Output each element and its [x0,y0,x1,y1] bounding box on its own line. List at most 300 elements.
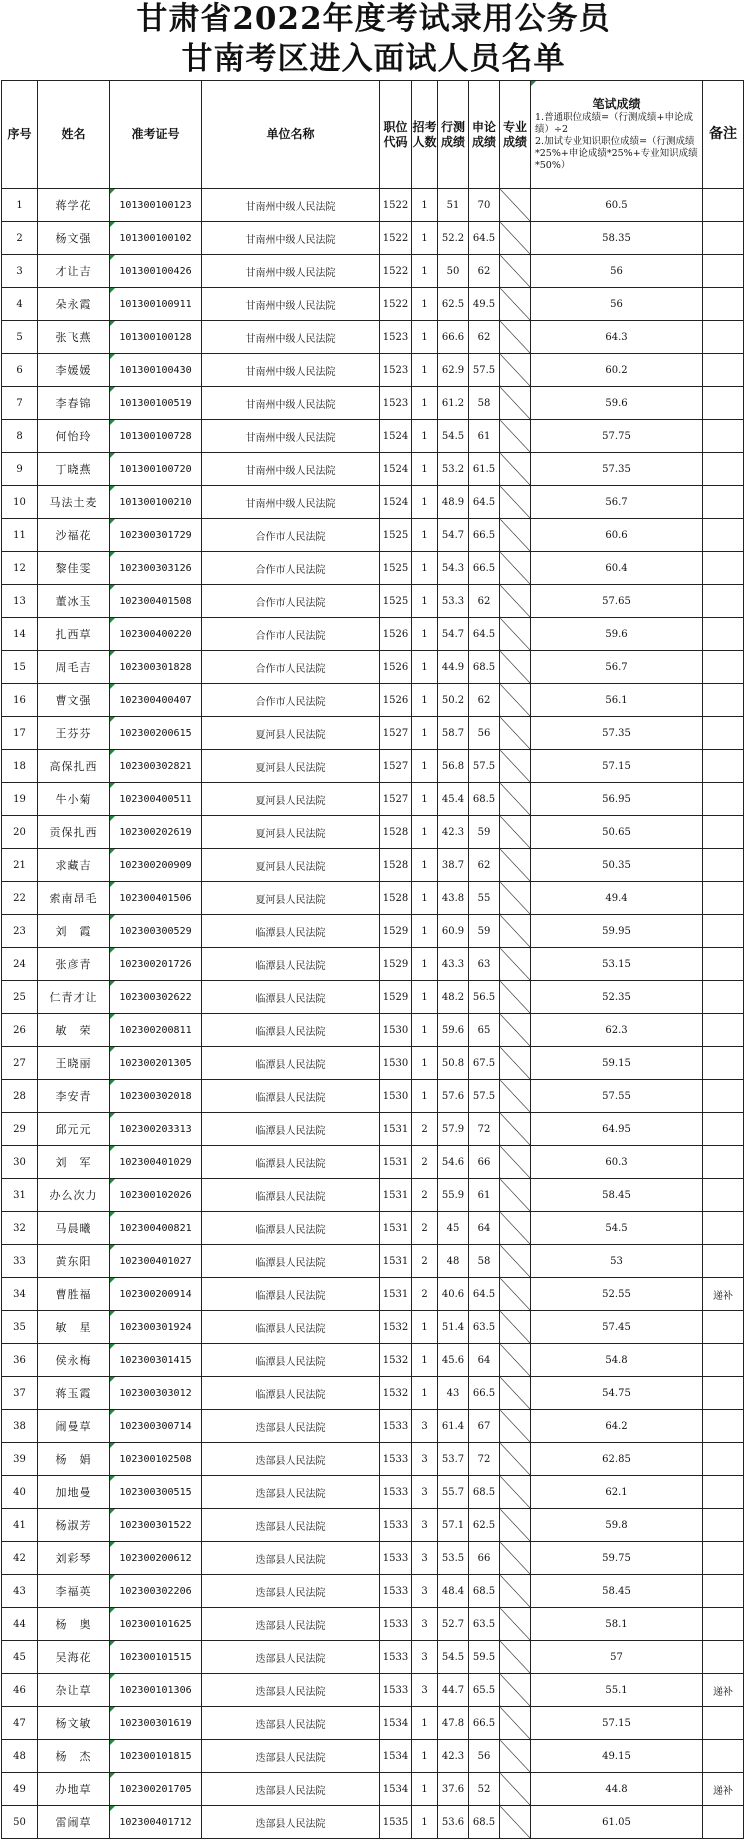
cell-exam-no: 102300302206 [110,1575,202,1608]
cell-pos-code: 1529 [380,948,412,981]
cell-quota: 2 [412,1113,438,1146]
cell-unit: 临潭县人民法院 [202,1344,380,1377]
cell-exam-no: 102300301729 [110,519,202,552]
cell-major [500,1080,531,1113]
cell-name: 牛小菊 [38,783,110,816]
cell-quota: 1 [412,1740,438,1773]
cell-seq: 18 [2,750,38,783]
cell-name: 雷闹草 [38,1806,110,1839]
cell-xingce: 45 [438,1212,469,1245]
cell-unit: 甘南州中级人民法院 [202,354,380,387]
cell-seq: 4 [2,288,38,321]
header-xingce: 行测成绩 [438,81,469,189]
cell-remark [703,1509,744,1542]
table-row [2,651,744,684]
cell-seq: 35 [2,1311,38,1344]
cell-shenlun: 65.5 [469,1674,500,1707]
cell-unit: 夏河县人民法院 [202,783,380,816]
cell-exam-no: 101300100720 [110,453,202,486]
cell-major [500,453,531,486]
cell-seq: 25 [2,981,38,1014]
cell-unit: 夏河县人民法院 [202,717,380,750]
cell-remark [703,1377,744,1410]
cell-exam-no: 101300100102 [110,222,202,255]
cell-written: 59.6 [531,618,703,651]
cell-shenlun: 64.5 [469,486,500,519]
cell-exam-no: 102300300529 [110,915,202,948]
cell-unit: 夏河县人民法院 [202,849,380,882]
cell-xingce: 43.3 [438,948,469,981]
cell-written: 56.7 [531,651,703,684]
cell-exam-no: 102300302821 [110,750,202,783]
cell-quota: 1 [412,585,438,618]
cell-pos-code: 1532 [380,1311,412,1344]
cell-quota: 3 [412,1476,438,1509]
cell-quota: 1 [412,1014,438,1047]
header-major: 专业成绩 [500,81,531,189]
cell-quota: 3 [412,1674,438,1707]
cell-written: 57.55 [531,1080,703,1113]
cell-remark [703,1146,744,1179]
cell-xingce: 53.6 [438,1806,469,1839]
cell-name: 李安青 [38,1080,110,1113]
cell-shenlun: 67 [469,1410,500,1443]
cell-remark [703,255,744,288]
cell-shenlun: 62 [469,321,500,354]
cell-shenlun: 57.5 [469,354,500,387]
cell-written: 62.3 [531,1014,703,1047]
cell-exam-no: 102300200811 [110,1014,202,1047]
cell-major [500,1179,531,1212]
cell-exam-no: 102300201726 [110,948,202,981]
cell-major [500,1146,531,1179]
cell-shenlun: 62 [469,585,500,618]
cell-xingce: 48.9 [438,486,469,519]
cell-name: 刘 军 [38,1146,110,1179]
cell-written: 56.1 [531,684,703,717]
cell-exam-no: 102300401712 [110,1806,202,1839]
cell-exam-no: 102300201705 [110,1773,202,1806]
cell-remark: 递补 [703,1674,744,1707]
cell-xingce: 43.8 [438,882,469,915]
cell-xingce: 45.4 [438,783,469,816]
cell-major [500,321,531,354]
cell-name: 贡保扎西 [38,816,110,849]
cell-name: 黄东阳 [38,1245,110,1278]
cell-seq: 50 [2,1806,38,1839]
cell-shenlun: 66 [469,1542,500,1575]
cell-pos-code: 1535 [380,1806,412,1839]
cell-exam-no: 102300401029 [110,1146,202,1179]
cell-unit: 临潭县人民法院 [202,915,380,948]
cell-name: 朵永霞 [38,288,110,321]
table-row [2,222,744,255]
cell-quota: 2 [412,1245,438,1278]
cell-exam-no: 102300400821 [110,1212,202,1245]
table-row [2,1344,744,1377]
cell-seq: 15 [2,651,38,684]
cell-name: 曹胜福 [38,1278,110,1311]
cell-shenlun: 58 [469,387,500,420]
cell-seq: 40 [2,1476,38,1509]
cell-written: 56 [531,255,703,288]
header-quota: 招考人数 [412,81,438,189]
cell-quota: 1 [412,486,438,519]
cell-pos-code: 1532 [380,1377,412,1410]
cell-xingce: 55.9 [438,1179,469,1212]
cell-exam-no: 101300100128 [110,321,202,354]
written-formula-note: 1.普通职位成绩=（行测成绩+申论成绩）÷2 2.加试专业知识职位成绩=（行测成绩*25%+申论成绩*25%+专业知识成绩*50%） [535,112,698,171]
cell-pos-code: 1534 [380,1740,412,1773]
cell-quota: 1 [412,1773,438,1806]
cell-name: 吴海花 [38,1641,110,1674]
cell-shenlun: 58 [469,1245,500,1278]
cell-shenlun: 66 [469,1146,500,1179]
cell-name: 黎佳雯 [38,552,110,585]
cell-seq: 21 [2,849,38,882]
cell-written: 53.15 [531,948,703,981]
cell-major [500,519,531,552]
cell-xingce: 42.3 [438,1740,469,1773]
cell-exam-no: 102300102026 [110,1179,202,1212]
cell-xingce: 50.8 [438,1047,469,1080]
cell-pos-code: 1534 [380,1707,412,1740]
cell-major [500,1806,531,1839]
cell-remark [703,1212,744,1245]
cell-unit: 甘南州中级人民法院 [202,288,380,321]
table-row [2,1014,744,1047]
cell-seq: 42 [2,1542,38,1575]
cell-shenlun: 68.5 [469,1575,500,1608]
cell-unit: 甘南州中级人民法院 [202,222,380,255]
cell-major [500,288,531,321]
cell-seq: 45 [2,1641,38,1674]
cell-remark [703,519,744,552]
cell-name: 加地曼 [38,1476,110,1509]
cell-quota: 3 [412,1608,438,1641]
cell-quota: 3 [412,1641,438,1674]
table-row [2,981,744,1014]
cell-unit: 临潭县人民法院 [202,1245,380,1278]
cell-seq: 5 [2,321,38,354]
cell-quota: 2 [412,1278,438,1311]
cell-xingce: 44.7 [438,1674,469,1707]
cell-pos-code: 1523 [380,354,412,387]
cell-quota: 1 [412,750,438,783]
cell-exam-no: 102300301619 [110,1707,202,1740]
cell-exam-no: 102300301828 [110,651,202,684]
cell-major [500,750,531,783]
cell-written: 57.15 [531,1707,703,1740]
cell-major [500,783,531,816]
cell-shenlun: 56 [469,717,500,750]
cell-remark: 递补 [703,1278,744,1311]
cell-seq: 22 [2,882,38,915]
cell-quota: 1 [412,849,438,882]
cell-major [500,1542,531,1575]
cell-exam-no: 102300301522 [110,1509,202,1542]
cell-remark [703,882,744,915]
cell-pos-code: 1530 [380,1014,412,1047]
cell-unit: 迭部县人民法院 [202,1806,380,1839]
cell-major [500,1773,531,1806]
table-row [2,618,744,651]
cell-xingce: 57.6 [438,1080,469,1113]
cell-remark [703,354,744,387]
cell-exam-no: 102300401027 [110,1245,202,1278]
cell-pos-code: 1526 [380,651,412,684]
cell-name: 杨 奥 [38,1608,110,1641]
cell-unit: 合作市人民法院 [202,618,380,651]
cell-xingce: 54.5 [438,1641,469,1674]
cell-pos-code: 1529 [380,981,412,1014]
cell-exam-no: 102300102508 [110,1443,202,1476]
cell-name: 杨文强 [38,222,110,255]
cell-exam-no: 102300302018 [110,1080,202,1113]
cell-major [500,486,531,519]
table-row [2,1674,744,1707]
cell-unit: 临潭县人民法院 [202,1311,380,1344]
cell-quota: 2 [412,1212,438,1245]
cell-quota: 3 [412,1575,438,1608]
cell-xingce: 48 [438,1245,469,1278]
cell-remark [703,387,744,420]
cell-remark [703,486,744,519]
cell-xingce: 53.3 [438,585,469,618]
cell-written: 59.95 [531,915,703,948]
cell-major [500,1509,531,1542]
cell-remark [703,552,744,585]
table-row [2,717,744,750]
table-row [2,1113,744,1146]
cell-exam-no: 102300200615 [110,717,202,750]
header-remark: 备注 [703,81,744,189]
cell-quota: 1 [412,816,438,849]
cell-unit: 夏河县人民法院 [202,816,380,849]
cell-pos-code: 1534 [380,1773,412,1806]
table-row [2,1806,744,1839]
cell-exam-no: 101300100728 [110,420,202,453]
cell-major [500,1212,531,1245]
cell-unit: 迭部县人民法院 [202,1443,380,1476]
cell-seq: 2 [2,222,38,255]
cell-remark [703,1476,744,1509]
cell-shenlun: 64.5 [469,1278,500,1311]
cell-remark [703,1113,744,1146]
table-row [2,453,744,486]
table-row [2,1509,744,1542]
cell-name: 求藏吉 [38,849,110,882]
cell-remark [703,1542,744,1575]
cell-name: 办地草 [38,1773,110,1806]
cell-major [500,1608,531,1641]
cell-xingce: 51.4 [438,1311,469,1344]
cell-name: 才让吉 [38,255,110,288]
table-row [2,1080,744,1113]
cell-xingce: 45.6 [438,1344,469,1377]
cell-name: 高保扎西 [38,750,110,783]
cell-remark [703,585,744,618]
cell-quota: 3 [412,1509,438,1542]
table-row [2,1179,744,1212]
cell-remark [703,1707,744,1740]
cell-written: 60.5 [531,189,703,222]
cell-major [500,651,531,684]
cell-exam-no: 102300400220 [110,618,202,651]
cell-shenlun: 59.5 [469,1641,500,1674]
cell-name: 杨 娟 [38,1443,110,1476]
table-row [2,1476,744,1509]
cell-pos-code: 1528 [380,816,412,849]
cell-shenlun: 68.5 [469,1806,500,1839]
cell-name: 蒋学花 [38,189,110,222]
cell-quota: 1 [412,1047,438,1080]
cell-quota: 1 [412,1311,438,1344]
cell-unit: 临潭县人民法院 [202,1113,380,1146]
cell-exam-no: 101300100426 [110,255,202,288]
cell-name: 李媛媛 [38,354,110,387]
cell-shenlun: 61 [469,420,500,453]
cell-written: 64.2 [531,1410,703,1443]
cell-quota: 3 [412,1410,438,1443]
cell-unit: 临潭县人民法院 [202,1179,380,1212]
table-row [2,750,744,783]
cell-unit: 临潭县人民法院 [202,948,380,981]
table-row [2,1278,744,1311]
cell-seq: 19 [2,783,38,816]
table-row [2,387,744,420]
cell-seq: 32 [2,1212,38,1245]
cell-name: 李春锦 [38,387,110,420]
cell-quota: 1 [412,288,438,321]
cell-remark [703,1245,744,1278]
cell-shenlun: 62 [469,684,500,717]
cell-major [500,849,531,882]
cell-pos-code: 1527 [380,717,412,750]
cell-shenlun: 64.5 [469,222,500,255]
cell-major [500,1410,531,1443]
header-unit: 单位名称 [202,81,380,189]
table-row [2,1377,744,1410]
cell-quota: 1 [412,222,438,255]
cell-unit: 甘南州中级人民法院 [202,189,380,222]
cell-written: 62.85 [531,1443,703,1476]
cell-unit: 临潭县人民法院 [202,1080,380,1113]
cell-seq: 41 [2,1509,38,1542]
cell-pos-code: 1522 [380,288,412,321]
cell-xingce: 62.9 [438,354,469,387]
cell-pos-code: 1524 [380,486,412,519]
cell-written: 59.6 [531,387,703,420]
cell-exam-no: 102300200914 [110,1278,202,1311]
table-row [2,354,744,387]
table-row [2,1608,744,1641]
cell-pos-code: 1531 [380,1179,412,1212]
cell-xingce: 66.6 [438,321,469,354]
cell-exam-no: 101300100430 [110,354,202,387]
cell-seq: 6 [2,354,38,387]
cell-unit: 甘南州中级人民法院 [202,387,380,420]
cell-name: 杨 杰 [38,1740,110,1773]
cell-quota: 1 [412,189,438,222]
table-row [2,1575,744,1608]
cell-shenlun: 64.5 [469,618,500,651]
cell-name: 索南昂毛 [38,882,110,915]
cell-written: 59.15 [531,1047,703,1080]
cell-written: 57 [531,1641,703,1674]
cell-name: 何怡玲 [38,420,110,453]
table-row [2,1311,744,1344]
cell-unit: 临潭县人民法院 [202,1014,380,1047]
cell-unit: 合作市人民法院 [202,684,380,717]
cell-xingce: 43 [438,1377,469,1410]
cell-unit: 临潭县人民法院 [202,1278,380,1311]
cell-xingce: 38.7 [438,849,469,882]
table-row [2,1146,744,1179]
cell-exam-no: 102300201305 [110,1047,202,1080]
cell-pos-code: 1531 [380,1278,412,1311]
cell-shenlun: 64 [469,1344,500,1377]
cell-quota: 1 [412,453,438,486]
cell-exam-no: 102300401508 [110,585,202,618]
cell-xingce: 48.4 [438,1575,469,1608]
cell-written: 54.5 [531,1212,703,1245]
table-row [2,1740,744,1773]
cell-pos-code: 1522 [380,189,412,222]
cell-written: 50.35 [531,849,703,882]
cell-name: 刘 霞 [38,915,110,948]
cell-xingce: 53.7 [438,1443,469,1476]
cell-exam-no: 102300101515 [110,1641,202,1674]
cell-major [500,816,531,849]
cell-major [500,1278,531,1311]
cell-major [500,387,531,420]
cell-quota: 1 [412,1080,438,1113]
cell-seq: 9 [2,453,38,486]
cell-unit: 临潭县人民法院 [202,981,380,1014]
cell-major [500,222,531,255]
table-row [2,420,744,453]
cell-quota: 1 [412,684,438,717]
cell-name: 扎西草 [38,618,110,651]
cell-pos-code: 1533 [380,1509,412,1542]
cell-written: 60.2 [531,354,703,387]
cell-written: 49.4 [531,882,703,915]
cell-quota: 1 [412,1344,438,1377]
cell-shenlun: 59 [469,816,500,849]
cell-name: 丁晓燕 [38,453,110,486]
cell-exam-no: 102300303126 [110,552,202,585]
cell-remark [703,981,744,1014]
candidate-table [1,80,744,1839]
cell-xingce: 62.5 [438,288,469,321]
cell-pos-code: 1533 [380,1542,412,1575]
cell-name: 闹曼草 [38,1410,110,1443]
cell-pos-code: 1528 [380,882,412,915]
cell-exam-no: 102300301924 [110,1311,202,1344]
cell-quota: 1 [412,321,438,354]
cell-remark [703,222,744,255]
cell-pos-code: 1526 [380,618,412,651]
cell-unit: 夏河县人民法院 [202,750,380,783]
header-pos-code: 职位代码 [380,81,412,189]
cell-written: 58.45 [531,1575,703,1608]
cell-seq: 36 [2,1344,38,1377]
cell-written: 57.65 [531,585,703,618]
cell-major [500,1707,531,1740]
cell-pos-code: 1522 [380,255,412,288]
table-row [2,1245,744,1278]
